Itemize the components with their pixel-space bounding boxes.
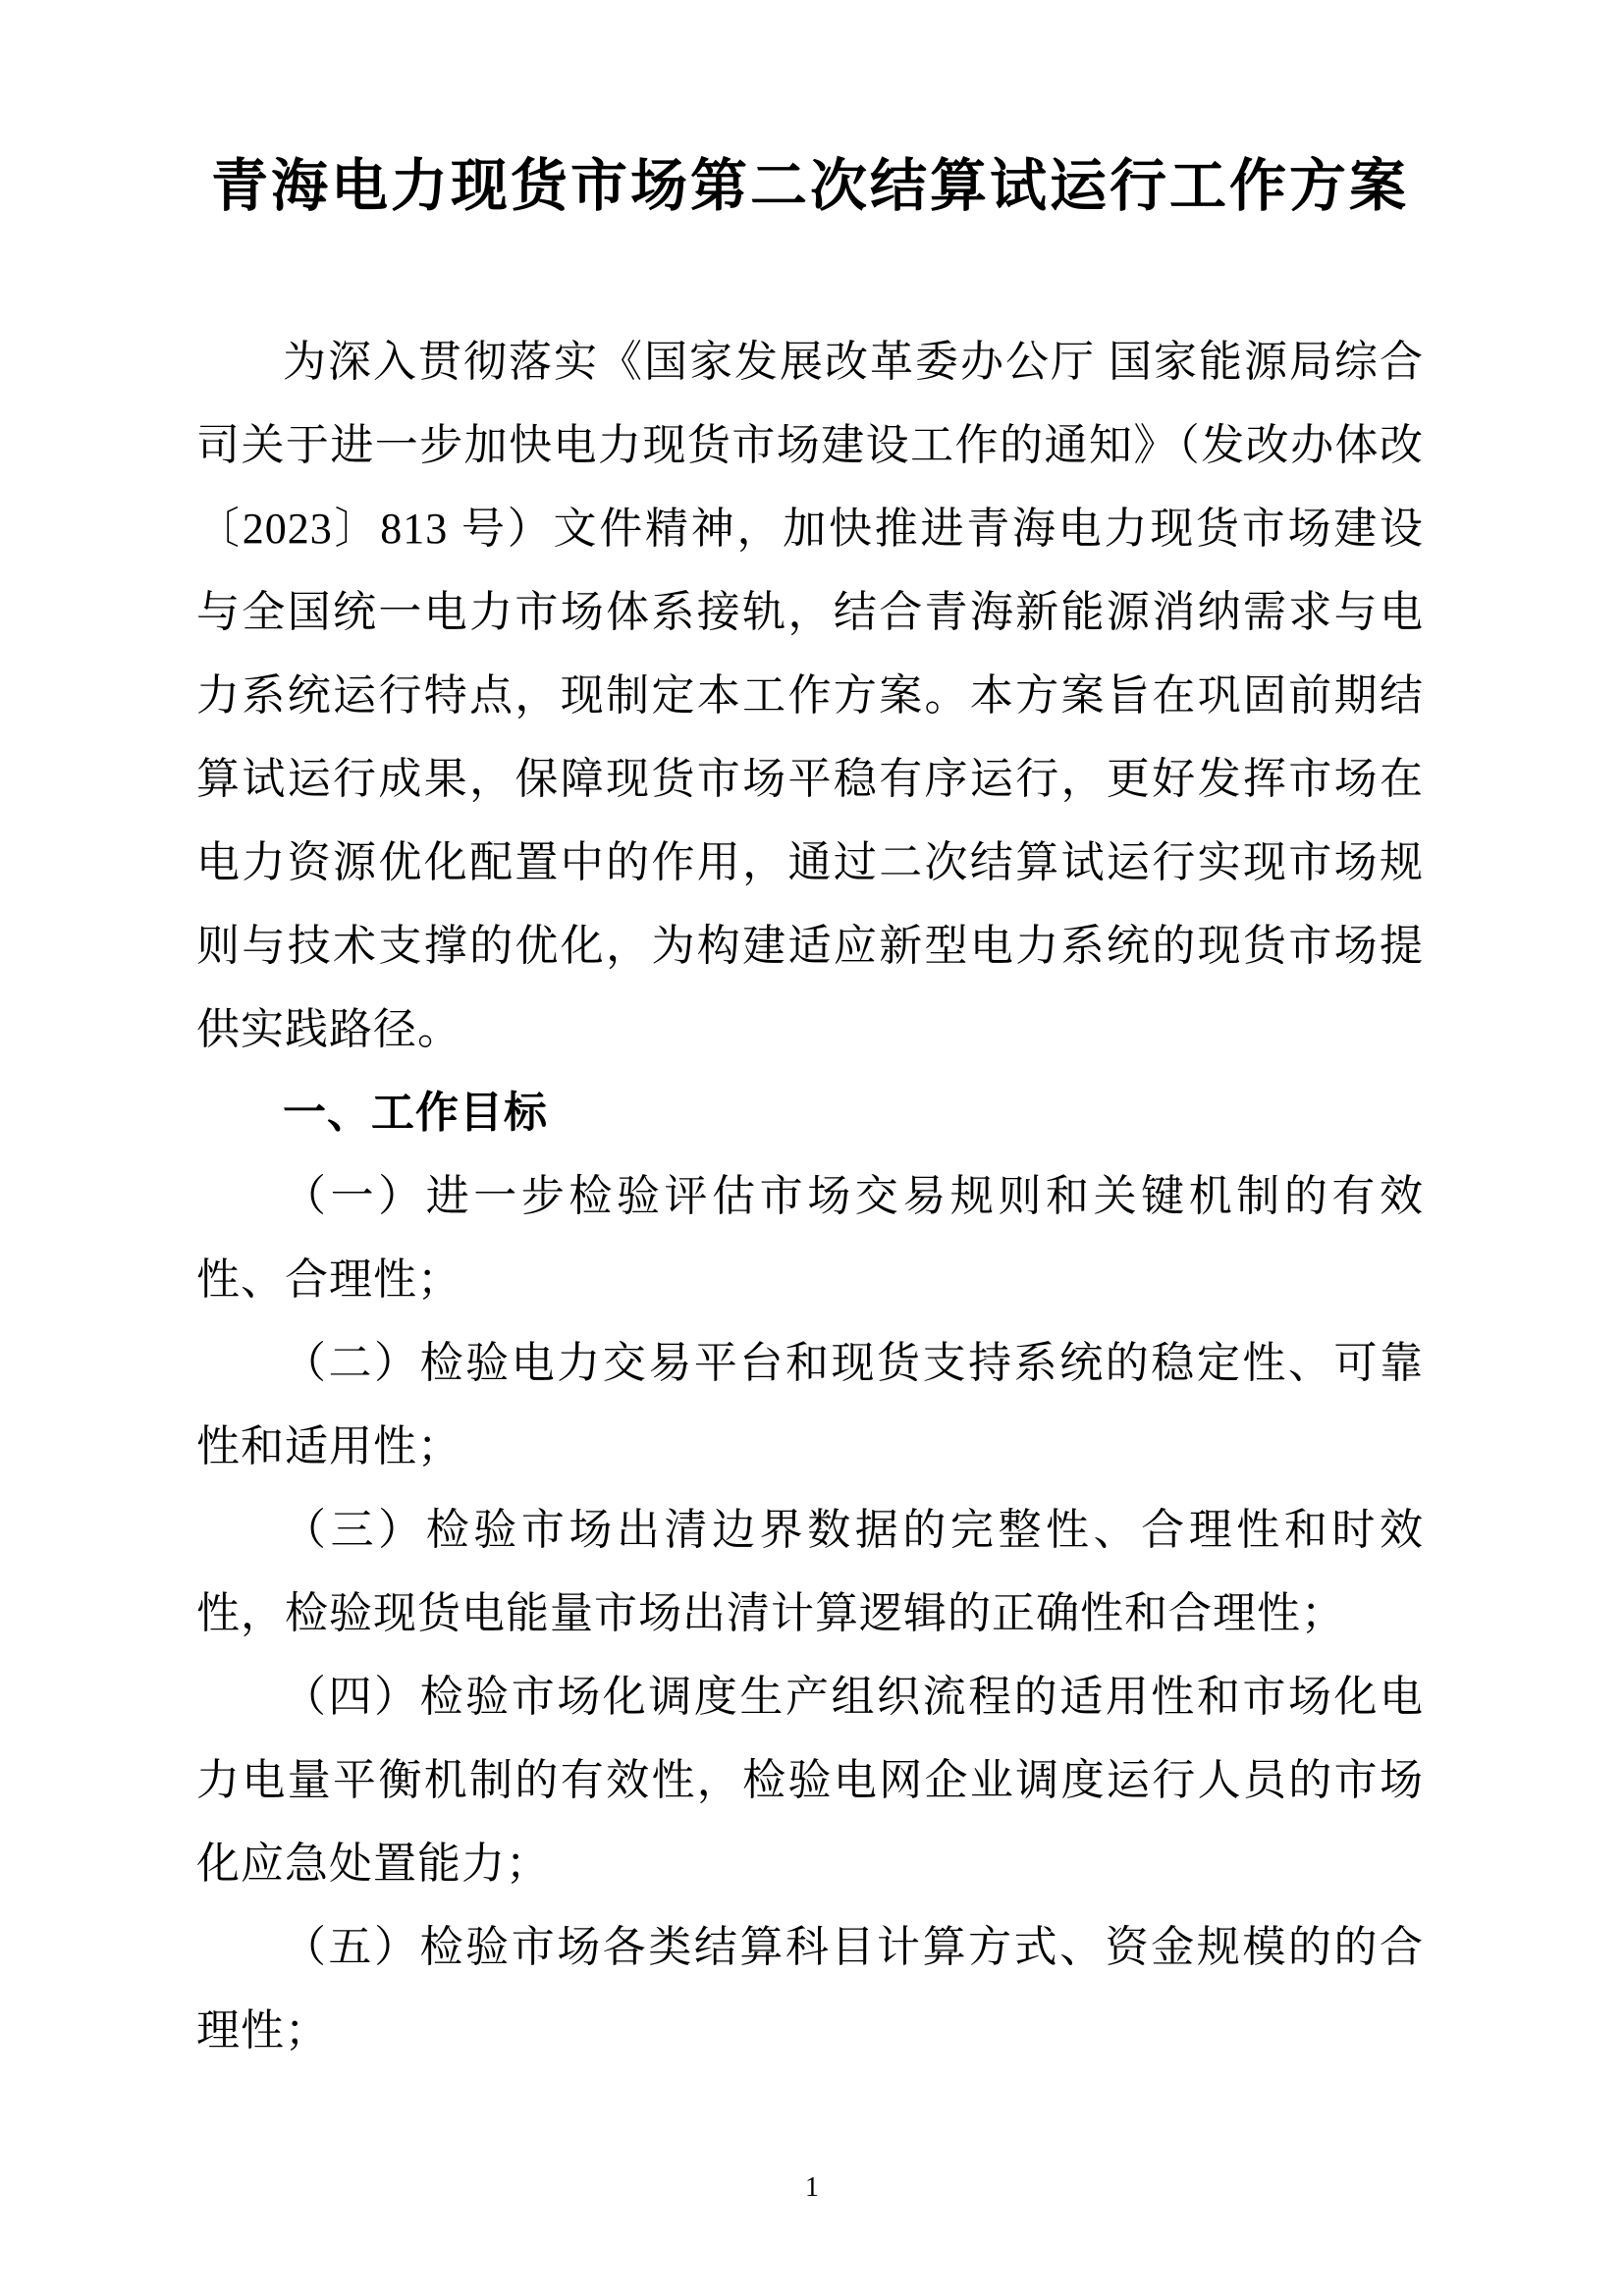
document-title: 青海电力现货市场第二次结算试运行工作方案 xyxy=(210,154,1409,218)
list-item-1: （一）进一步检验评估市场交易规则和关键机制的有效性、合理性； xyxy=(196,1172,1424,1304)
list-item-4: （四）检验市场化调度生产组织流程的适用性和市场化电力电量平衡机制的有效性，检验电网企业调度运行人员的市场化应急处置能力； xyxy=(196,1673,1424,1888)
list-item-2: （二）检验电力交易平台和现货支持系统的稳定性、可靠性和适用性； xyxy=(196,1339,1424,1470)
list-item-3: （三）检验市场出清边界数据的完整性、合理性和时效性，检验现货电能量市场出清计算逻辑的正确性和合理性； xyxy=(196,1506,1424,1637)
document-body xyxy=(196,320,1424,2072)
intro-paragraph: 为深入贯彻落实《国家发展改革委办公厅 国家能源局综合司关于进一步加快电力现货市场建设工作的通知》（发改办体改〔2023〕813 号）文件精神，加快推进青海电力现货市场建设与全国统一电力市场体系接轨，结合青海新能源消纳需求与电力系统运行特点，现制定本工作方案。本方案旨在巩固前期结算试运行成果，保障现货市场平稳有序运行，更好发挥市场在电力资源优化配置中的作用，通过二次结算试运行实现市场规则与技术支撑的优化，为构建适应新型电力系统的现货市场提供实践路径。 xyxy=(196,338,1424,1053)
list-item-5: （五）检验市场各类结算科目计算方式、资金规模的的合理性； xyxy=(196,1923,1424,2055)
page-footer xyxy=(0,2168,1624,2296)
page-number: 1 xyxy=(805,2172,819,2203)
section-heading-work-goals: 一、工作目标 xyxy=(283,1089,548,1137)
